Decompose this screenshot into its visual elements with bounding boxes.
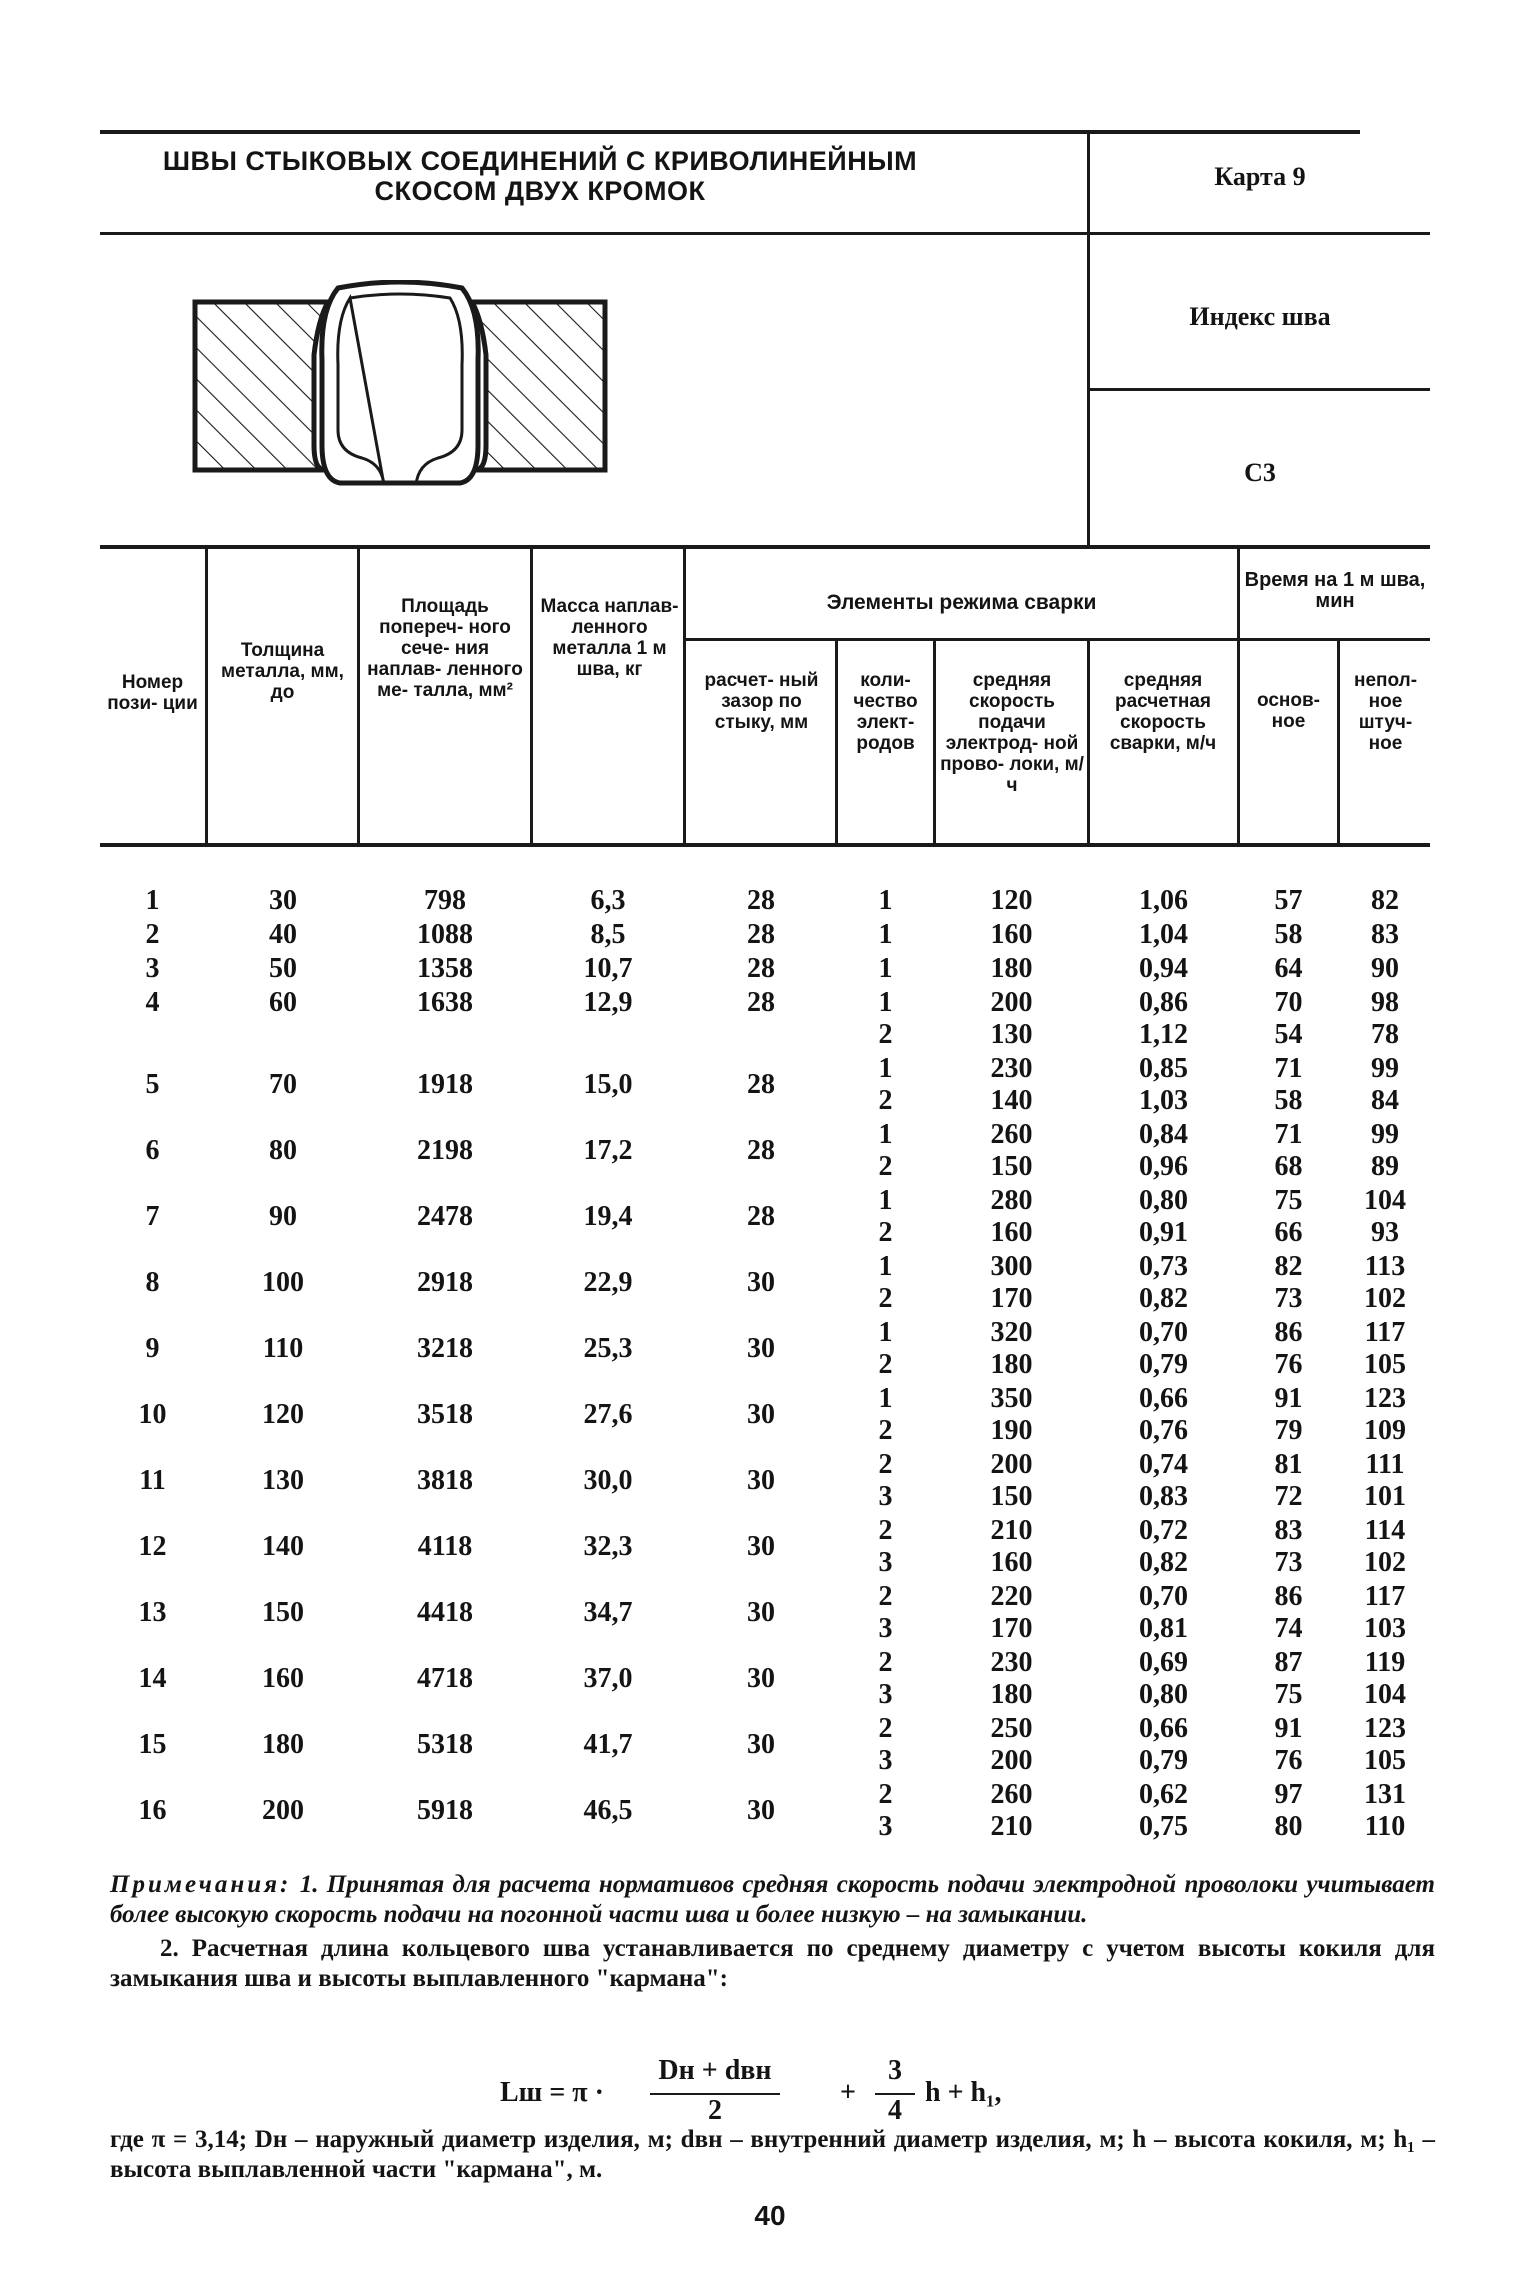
page-number: 40: [754, 2200, 786, 2231]
cell-weld-speed: 0,80: [1139, 1679, 1188, 1710]
cell-mass: 32,3: [583, 1531, 633, 1562]
cell-gap: 30: [747, 1465, 775, 1496]
cell-position: 2: [145, 919, 160, 950]
cell-mass: 6,3: [590, 885, 626, 916]
cell-position: 6: [145, 1135, 160, 1166]
cell-weld-speed: 1,12: [1139, 1019, 1188, 1050]
cell-piece-time: 114: [1364, 1515, 1406, 1546]
cell-piece-time: 105: [1364, 1745, 1406, 1776]
cell-electrodes: 2: [878, 1647, 893, 1678]
cell-basic-time: 87: [1274, 1647, 1303, 1678]
cell-position: 7: [145, 1201, 160, 1232]
cell-mass: 17,2: [583, 1135, 633, 1166]
cell-area: 5318: [417, 1729, 473, 1760]
cell-piece-time: 99: [1371, 1053, 1399, 1084]
cell-piece-time: 104: [1364, 1185, 1406, 1216]
cell-weld-speed: 0,74: [1139, 1449, 1188, 1480]
cell-wire-feed: 120: [990, 885, 1033, 916]
cell-position: 1: [145, 885, 160, 916]
cell-mass: 12,9: [583, 987, 633, 1018]
cell-wire-feed: 320: [990, 1317, 1033, 1348]
cell-weld-speed: 0,66: [1139, 1383, 1188, 1414]
cell-electrodes: 1: [878, 885, 893, 916]
cell-thickness: 120: [262, 1399, 304, 1430]
cell-weld-speed: 0,73: [1139, 1251, 1188, 1282]
cell-electrodes: 1: [878, 1119, 893, 1150]
cell-wire-feed: 230: [990, 1053, 1033, 1084]
cell-wire-feed: 220: [990, 1581, 1033, 1612]
cell-gap: 30: [747, 1597, 775, 1628]
cell-area: 1358: [417, 953, 473, 984]
cell-position: 16: [138, 1795, 167, 1826]
table-top-rule: [100, 545, 1430, 549]
cell-electrodes: 1: [878, 919, 893, 950]
formula: [500, 2055, 1100, 2135]
cell-basic-time: 74: [1274, 1613, 1303, 1644]
cell-position: 9: [145, 1333, 160, 1364]
formula-plus: +: [840, 2077, 856, 2108]
cell-gap: 30: [747, 1531, 775, 1562]
cell-wire-feed: 260: [990, 1119, 1033, 1150]
cell-electrodes: 2: [878, 1283, 893, 1314]
cell-mass: 34,7: [583, 1597, 633, 1628]
index-value: С3: [1244, 458, 1276, 487]
cell-thickness: 60: [269, 987, 297, 1018]
cell-piece-time: 105: [1364, 1349, 1406, 1380]
cell-piece-time: 98: [1371, 987, 1399, 1018]
cell-electrodes: 1: [878, 1185, 893, 1216]
cell-basic-time: 71: [1274, 1053, 1303, 1084]
index-label: Индекс шва: [1189, 302, 1331, 331]
cell-basic-time: 86: [1274, 1317, 1303, 1348]
cell-position: 8: [145, 1267, 160, 1298]
cell-area: 2478: [417, 1201, 473, 1232]
cell-mass: 30,0: [583, 1465, 633, 1496]
cell-electrodes: 1: [878, 1251, 893, 1282]
cell-electrodes: 3: [878, 1613, 893, 1644]
cell-position: 15: [138, 1729, 167, 1760]
header-mass: Масса наплав- ленного металла 1 м шва, кг: [540, 596, 679, 680]
cell-mass: 22,9: [583, 1267, 633, 1298]
notes-block: [110, 1870, 1435, 1994]
cell-mass: 46,5: [583, 1795, 633, 1826]
cell-area: 2198: [417, 1135, 473, 1166]
index-bottom-rule: [1090, 388, 1430, 391]
cell-position: 5: [145, 1069, 160, 1100]
cell-thickness: 30: [269, 885, 297, 916]
cell-area: 5918: [417, 1795, 473, 1826]
cell-electrodes: 2: [878, 1515, 893, 1546]
cell-weld-speed: 0,66: [1139, 1713, 1188, 1744]
cell-gap: 28: [747, 919, 775, 950]
cell-gap: 30: [747, 1267, 775, 1298]
cell-basic-time: 66: [1274, 1217, 1303, 1248]
cell-thickness: 110: [262, 1333, 304, 1364]
cell-wire-feed: 190: [990, 1415, 1033, 1446]
cell-wire-feed: 280: [990, 1185, 1033, 1216]
formula-frac1-denominator: 2: [708, 2095, 722, 2126]
cell-electrodes: 3: [878, 1679, 893, 1710]
cell-gap: 28: [747, 1135, 775, 1166]
cell-wire-feed: 210: [990, 1811, 1033, 1842]
cell-wire-feed: 260: [990, 1779, 1033, 1810]
cell-area: 4718: [417, 1663, 473, 1694]
cell-basic-time: 70: [1274, 987, 1303, 1018]
cell-wire-feed: 150: [990, 1481, 1033, 1512]
cell-thickness: 100: [262, 1267, 304, 1298]
cell-thickness: 180: [262, 1729, 304, 1760]
cell-weld-speed: 0,79: [1139, 1745, 1188, 1776]
cell-mass: 25,3: [583, 1333, 633, 1364]
cell-piece-time: 131: [1364, 1779, 1406, 1810]
cell-weld-speed: 0,69: [1139, 1647, 1188, 1678]
cell-electrodes: 2: [878, 1713, 893, 1744]
cell-weld-speed: 1,06: [1139, 885, 1188, 916]
cell-basic-time: 80: [1274, 1811, 1303, 1842]
cell-area: 1088: [417, 919, 473, 950]
cell-thickness: 130: [262, 1465, 304, 1496]
cell-piece-time: 117: [1364, 1581, 1406, 1612]
cell-area: 3518: [417, 1399, 473, 1430]
cell-thickness: 140: [262, 1531, 304, 1562]
header-piece-time: непол- ное штуч- ное: [1353, 670, 1418, 754]
top-rule: [100, 130, 1360, 134]
col-divider-9: [1337, 640, 1340, 847]
cell-mass: 41,7: [583, 1729, 633, 1760]
header-thickness: Толщина металла, мм, до: [221, 640, 344, 703]
cell-basic-time: 83: [1274, 1515, 1303, 1546]
header-area: Площадь попереч- ного сече- ния наплав- ленного ме- талла, мм²: [367, 596, 523, 701]
cell-position: 10: [138, 1399, 167, 1430]
cell-basic-time: 71: [1274, 1119, 1303, 1150]
cell-mass: 10,7: [583, 953, 633, 984]
cell-electrodes: 1: [878, 953, 893, 984]
cell-weld-speed: 0,82: [1139, 1283, 1188, 1314]
time-group-rule: [1237, 638, 1430, 641]
header-wire-feed: средняя скорость подачи электрод- ной прово- локи, м/ч: [940, 670, 1084, 796]
cell-basic-time: 91: [1274, 1713, 1303, 1744]
cell-wire-feed: 350: [990, 1383, 1033, 1414]
cell-wire-feed: 170: [990, 1283, 1033, 1314]
cell-basic-time: 57: [1274, 885, 1303, 916]
cell-weld-speed: 0,96: [1139, 1151, 1188, 1182]
formula-frac1-numerator: Dн + dвн: [658, 2055, 772, 2086]
cell-piece-time: 84: [1371, 1085, 1399, 1116]
cell-area: 798: [424, 885, 466, 916]
cell-area: 1918: [417, 1069, 473, 1100]
cell-mass: 8,5: [590, 919, 626, 950]
cell-electrodes: 1: [878, 1317, 893, 1348]
cell-basic-time: 76: [1274, 1745, 1303, 1776]
cell-wire-feed: 200: [990, 1745, 1033, 1776]
card-title-line1: ШВЫ СТЫКОВЫХ СОЕДИНЕНИЙ С КРИВОЛИНЕЙНЫМ: [162, 146, 918, 176]
cell-gap: 28: [747, 953, 775, 984]
cell-position: 13: [138, 1597, 167, 1628]
cell-mass: 37,0: [583, 1663, 633, 1694]
cell-piece-time: 104: [1364, 1679, 1406, 1710]
cell-area: 4118: [417, 1531, 473, 1562]
cell-basic-time: 73: [1274, 1283, 1303, 1314]
cell-thickness: 200: [262, 1795, 304, 1826]
cell-wire-feed: 200: [990, 1449, 1033, 1480]
cell-piece-time: 101: [1364, 1481, 1406, 1512]
cell-piece-time: 90: [1371, 953, 1399, 984]
cell-thickness: 70: [269, 1069, 297, 1100]
cell-electrodes: 2: [878, 1581, 893, 1612]
cell-basic-time: 75: [1274, 1185, 1303, 1216]
cell-wire-feed: 300: [990, 1251, 1033, 1282]
col-divider-2: [357, 545, 360, 847]
header-position: Номер пози- ции: [107, 672, 198, 714]
cell-basic-time: 64: [1274, 953, 1303, 984]
formula-frac2-numerator: 3: [888, 2055, 902, 2086]
cell-electrodes: 2: [878, 1779, 893, 1810]
cell-piece-time: 123: [1364, 1713, 1406, 1744]
cell-piece-time: 113: [1364, 1251, 1406, 1282]
col-divider-1: [205, 545, 208, 847]
cell-electrodes: 3: [878, 1811, 893, 1842]
header-mode-group: Элементы режима сварки: [826, 591, 1097, 614]
cell-wire-feed: 250: [990, 1713, 1033, 1744]
cell-thickness: 150: [262, 1597, 304, 1628]
table-header-bottom-rule: [100, 843, 1430, 847]
cell-mass: 27,6: [583, 1399, 633, 1430]
cell-piece-time: 123: [1364, 1383, 1406, 1414]
formula-tail: h + h₁,: [925, 2077, 1002, 2108]
cell-area: 2918: [417, 1267, 473, 1298]
cell-piece-time: 103: [1364, 1613, 1406, 1644]
cell-wire-feed: 210: [990, 1515, 1033, 1546]
cell-wire-feed: 150: [990, 1151, 1033, 1182]
header-basic-time: основ- ное: [1256, 690, 1320, 732]
cell-basic-time: 58: [1274, 1085, 1303, 1116]
cell-basic-time: 73: [1274, 1547, 1303, 1578]
cell-gap: 30: [747, 1663, 775, 1694]
header-gap: расчет- ный зазор по стыку, мм: [704, 670, 819, 733]
cell-wire-feed: 180: [990, 953, 1033, 984]
cell-thickness: 90: [269, 1201, 297, 1232]
col-divider-6: [933, 640, 936, 847]
mode-group-rule: [683, 638, 1237, 641]
cell-wire-feed: 140: [990, 1085, 1033, 1116]
cell-weld-speed: 0,84: [1139, 1119, 1188, 1150]
cell-wire-feed: 160: [990, 919, 1033, 950]
cell-electrodes: 3: [878, 1481, 893, 1512]
note-2: [110, 1934, 1435, 1994]
card-title-line2: СКОСОМ ДВУХ КРОМОК: [374, 176, 706, 206]
cell-gap: 28: [747, 987, 775, 1018]
cell-basic-time: 72: [1274, 1481, 1303, 1512]
cell-weld-speed: 1,04: [1139, 919, 1188, 950]
cell-wire-feed: 170: [990, 1613, 1033, 1644]
cell-electrodes: 2: [878, 1415, 893, 1446]
cell-electrodes: 3: [878, 1547, 893, 1578]
cell-mass: 15,0: [583, 1069, 633, 1100]
cell-electrodes: 2: [878, 1217, 893, 1248]
formula-lhs: Lш = π ·: [500, 2077, 604, 2108]
cell-gap: 28: [747, 885, 775, 916]
cell-piece-time: 89: [1371, 1151, 1399, 1182]
cell-electrodes: 2: [878, 1019, 893, 1050]
cell-basic-time: 82: [1274, 1251, 1303, 1282]
header-electrodes: коли- чество элект- родов: [853, 670, 918, 754]
card-title: [100, 146, 980, 206]
cell-gap: 28: [747, 1069, 775, 1100]
formula-explanation: где π = 3,14; Dн – наружный диаметр изделия, м; dвн – внутренний диаметр изделия, м; h – высота кокиля, м; h₁ – высота выплавленной части "кармана", м.: [110, 2126, 1435, 2183]
cell-area: 1638: [417, 987, 473, 1018]
cell-electrodes: 3: [878, 1745, 893, 1776]
cell-wire-feed: 160: [990, 1547, 1033, 1578]
cell-basic-time: 54: [1274, 1019, 1303, 1050]
cell-gap: 30: [747, 1399, 775, 1430]
cell-position: 14: [138, 1663, 167, 1694]
cell-piece-time: 117: [1364, 1317, 1406, 1348]
cell-wire-feed: 200: [990, 987, 1033, 1018]
note-2-text: 2. Расчетная длина кольцевого шва устанавливается по среднему диаметру с учетом высоты кокиля для замыкания шва и высоты выплавленного "кармана":: [110, 1935, 1435, 1992]
cell-weld-speed: 0,62: [1139, 1779, 1188, 1810]
cell-weld-speed: 0,86: [1139, 987, 1188, 1018]
cell-piece-time: 99: [1371, 1119, 1399, 1150]
card-label: Карта 9: [1214, 162, 1306, 191]
weld-cross-section-diagram: [190, 280, 610, 490]
formula-frac2-denominator: 4: [888, 2095, 902, 2126]
cell-basic-time: 91: [1274, 1383, 1303, 1414]
cell-thickness: 160: [262, 1663, 304, 1694]
cell-position: 11: [139, 1465, 166, 1496]
cell-weld-speed: 0,94: [1139, 953, 1188, 984]
cell-piece-time: 109: [1364, 1415, 1406, 1446]
cell-basic-time: 76: [1274, 1349, 1303, 1380]
cell-mass: 19,4: [583, 1201, 633, 1232]
col-divider-4: [683, 545, 686, 847]
cell-electrodes: 2: [878, 1151, 893, 1182]
cell-piece-time: 93: [1371, 1217, 1399, 1248]
cell-gap: 30: [747, 1333, 775, 1364]
cell-weld-speed: 0,76: [1139, 1415, 1188, 1446]
cell-electrodes: 1: [878, 1383, 893, 1414]
cell-position: 4: [145, 987, 160, 1018]
cell-weld-speed: 0,85: [1139, 1053, 1188, 1084]
cell-weld-speed: 1,03: [1139, 1085, 1188, 1116]
header-time-group: Время на 1 м шва, мин: [1244, 569, 1426, 612]
cell-basic-time: 81: [1274, 1449, 1303, 1480]
cell-gap: 30: [747, 1795, 775, 1826]
cell-area: 3218: [417, 1333, 473, 1364]
cell-position: 12: [138, 1531, 167, 1562]
cell-piece-time: 119: [1364, 1647, 1406, 1678]
cell-weld-speed: 0,70: [1139, 1317, 1188, 1348]
note-1: [110, 1870, 1435, 1930]
cell-piece-time: 111: [1365, 1449, 1405, 1480]
title-bottom-rule: [100, 232, 1090, 235]
cell-electrodes: 2: [878, 1449, 893, 1480]
cell-electrodes: 2: [878, 1349, 893, 1380]
cell-wire-feed: 230: [990, 1647, 1033, 1678]
cell-basic-time: 86: [1274, 1581, 1303, 1612]
cell-piece-time: 102: [1364, 1547, 1406, 1578]
col-divider-7: [1087, 640, 1090, 847]
cell-basic-time: 75: [1274, 1679, 1303, 1710]
cell-wire-feed: 160: [990, 1217, 1033, 1248]
cell-weld-speed: 0,79: [1139, 1349, 1188, 1380]
cell-weld-speed: 0,70: [1139, 1581, 1188, 1612]
cell-piece-time: 82: [1371, 885, 1399, 916]
cell-weld-speed: 0,80: [1139, 1185, 1188, 1216]
notes-heading: Примечания:: [110, 1871, 292, 1898]
note-1-text: 1. Принятая для расчета нормативов средняя скорость подачи электродной проволоки учитывает более высокую скорость подачи на погонной части шва и более низкую – на замыкании.: [110, 1871, 1435, 1928]
cell-piece-time: 83: [1371, 919, 1399, 950]
cell-weld-speed: 0,72: [1139, 1515, 1188, 1546]
cell-basic-time: 68: [1274, 1151, 1303, 1182]
cell-thickness: 50: [269, 953, 297, 984]
cell-basic-time: 58: [1274, 919, 1303, 950]
cell-thickness: 80: [269, 1135, 297, 1166]
card-bottom-rule: [1090, 232, 1430, 235]
cell-gap: 30: [747, 1729, 775, 1760]
col-divider-3: [530, 545, 533, 847]
cell-piece-time: 78: [1371, 1019, 1399, 1050]
cell-wire-feed: 180: [990, 1349, 1033, 1380]
cell-position: 3: [145, 953, 160, 984]
cell-gap: 28: [747, 1201, 775, 1232]
cell-basic-time: 79: [1274, 1415, 1303, 1446]
cell-thickness: 40: [269, 919, 297, 950]
cell-wire-feed: 180: [990, 1679, 1033, 1710]
cell-area: 4418: [417, 1597, 473, 1628]
cell-piece-time: 110: [1364, 1811, 1406, 1842]
header-weld-speed: средняя расчетная скорость сварки, м/ч: [1109, 670, 1217, 754]
cell-electrodes: 2: [878, 1085, 893, 1116]
cell-weld-speed: 0,83: [1139, 1481, 1188, 1512]
cell-area: 3818: [417, 1465, 473, 1496]
cell-electrodes: 1: [878, 987, 893, 1018]
cell-piece-time: 102: [1364, 1283, 1406, 1314]
cell-weld-speed: 0,81: [1139, 1613, 1188, 1644]
cell-electrodes: 1: [878, 1053, 893, 1084]
cell-weld-speed: 0,75: [1139, 1811, 1188, 1842]
cell-wire-feed: 130: [990, 1019, 1033, 1050]
cell-basic-time: 97: [1274, 1779, 1303, 1810]
cell-weld-speed: 0,91: [1139, 1217, 1188, 1248]
cell-weld-speed: 0,82: [1139, 1547, 1188, 1578]
